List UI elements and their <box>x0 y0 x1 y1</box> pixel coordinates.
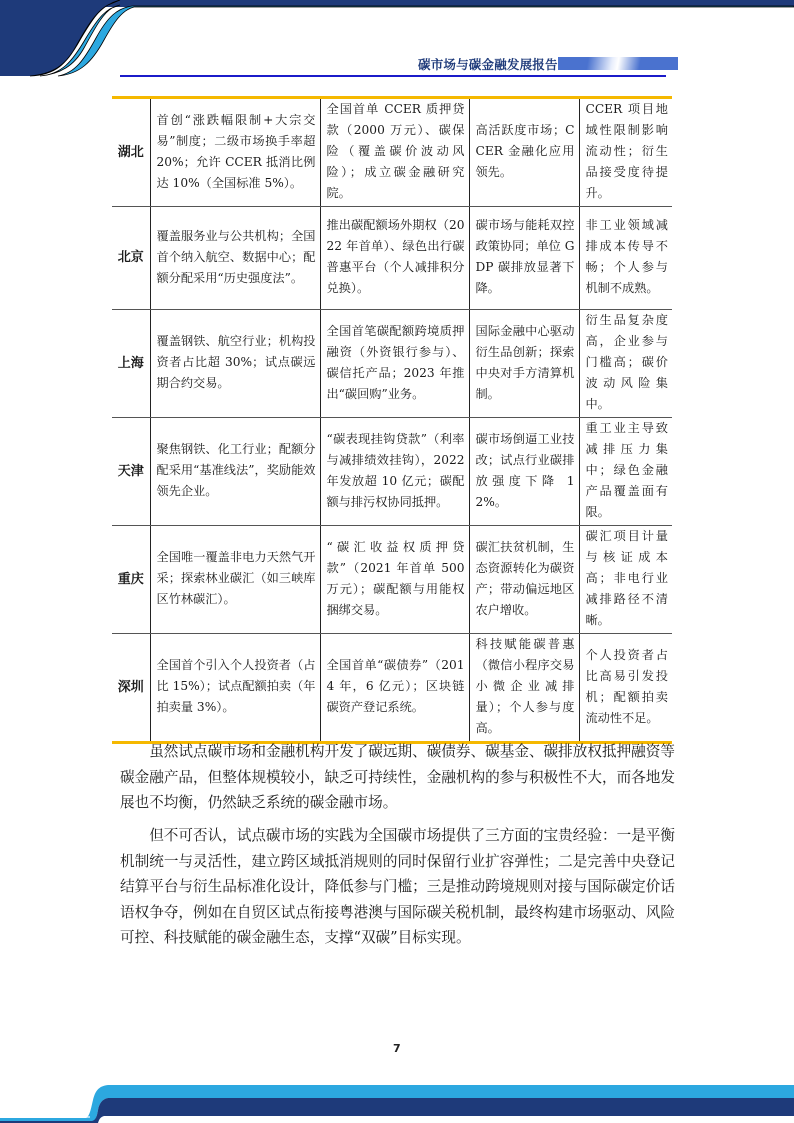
features-cell: 聚焦钢铁、化工行业；配额分配采用“基准线法”，奖励能效领先企业。 <box>150 418 320 526</box>
features-cell: 覆盖钢铁、航空行业；机构投资者占比超 30%；试点碳远期合约交易。 <box>150 310 320 418</box>
features-cell: 覆盖服务业与公共机构；全国首个纳入航空、数据中心；配额分配采用“历史强度法”。 <box>150 207 320 310</box>
challenges-cell: 重工业主导致减排压力集中；绿色金融产品覆盖面有限。 <box>579 418 672 526</box>
innovations-cell: 全国首笔碳配额跨境质押融资（外资银行参与）、碳信托产品；2023 年推出“碳回购”业务。 <box>320 310 469 418</box>
effects-cell: 碳市场与能耗双控政策协同；单位 GDP 碳排放显著下降。 <box>469 207 579 310</box>
challenges-cell: 个人投资者占比高易引发投机；配额拍卖流动性不足。 <box>579 634 672 743</box>
page-number: 7 <box>393 1042 401 1055</box>
region-cell: 天津 <box>112 418 150 526</box>
report-title: 碳市场与碳金融发展报告 <box>418 57 558 72</box>
features-cell: 全国首个引入个人投资者（占比 15%）；试点配额拍卖（年拍卖量 3%）。 <box>150 634 320 743</box>
region-cell: 湖北 <box>112 98 150 207</box>
header-gradient-bar <box>558 57 678 70</box>
table-row <box>112 98 672 207</box>
table-row <box>112 526 672 634</box>
region-cell: 上海 <box>112 310 150 418</box>
innovations-cell: “碳汇收益权质押贷款”（2021 年首单 500 万元）；碳配额与用能权捆绑交易。 <box>320 526 469 634</box>
region-cell: 重庆 <box>112 526 150 634</box>
innovations-cell: “碳表现挂钩贷款”（利率与减排绩效挂钩），2022 年发放超 10 亿元；碳配额与排污权协同抵押。 <box>320 418 469 526</box>
pilot-market-table <box>112 96 672 744</box>
challenges-cell: 衍生品复杂度高，企业参与门槛高；碳价波动风险集中。 <box>579 310 672 418</box>
table-row <box>112 418 672 526</box>
innovations-cell: 全国首单 CCER 质押贷款（2000 万元）、碳保险（覆盖碳价波动风险）；成立碳金融研究院。 <box>320 98 469 207</box>
body-paragraph: 但不可否认，试点碳市场的实践为全国碳市场提供了三方面的宝贵经验：一是平衡机制统一与灵活性，建立跨区域抵消规则的同时保留行业扩容弹性；二是完善中央登记结算平台与衍生品标准化设计，降低参与门槛；三是推动跨境规则对接与国际碳定价话语权争夺，例如在自贸区试点衔接粤港澳与国际碳关税机制，最终构建市场驱动、风险可控、科技赋能的碳金融生态，支撑“双碳”目标实现。 <box>120 827 675 946</box>
header-rule <box>120 75 666 77</box>
region-cell: 北京 <box>112 207 150 310</box>
table-row <box>112 207 672 310</box>
innovations-cell: 推出碳配额场外期权（2022 年首单）、绿色出行碳普惠平台（个人减排积分兑换）。 <box>320 207 469 310</box>
region-cell: 深圳 <box>112 634 150 743</box>
effects-cell: 碳汇扶贫机制，生态资源转化为碳资产；带动偏远地区农户增收。 <box>469 526 579 634</box>
effects-cell: 国际金融中心驱动衍生品创新；探索中央对手方清算机制。 <box>469 310 579 418</box>
effects-cell: 高活跃度市场；CCER 金融化应用领先。 <box>469 98 579 207</box>
innovations-cell: 全国首单“碳债券”（2014 年，6 亿元）；区块链碳资产登记系统。 <box>320 634 469 743</box>
body-paragraph: 虽然试点碳市场和金融机构开发了碳远期、碳债券、碳基金、碳排放权抵押融资等碳金融产品，但整体规模较小，缺乏可持续性，金融机构的参与积极性不大，而各地发展也不均衡，仍然缺乏系统的碳金融市场。 <box>120 743 675 811</box>
effects-cell: 科技赋能碳普惠（微信小程序交易小微企业减排量）；个人参与度高。 <box>469 634 579 743</box>
challenges-cell: 碳汇项目计量与核证成本高；非电行业减排路径不清晰。 <box>579 526 672 634</box>
table-row <box>112 310 672 418</box>
features-cell: 全国唯一覆盖非电力天然气开采；探索林业碳汇（如三峡库区竹林碳汇）。 <box>150 526 320 634</box>
challenges-cell: CCER 项目地域性限制影响流动性；衍生品接受度待提升。 <box>579 98 672 207</box>
footer-wave-decoration <box>0 1078 794 1123</box>
effects-cell: 碳市场倒逼工业技改；试点行业碳排放强度下降 12%。 <box>469 418 579 526</box>
table-row <box>112 634 672 743</box>
features-cell: 首创“涨跌幅限制+大宗交易”制度；二级市场换手率超 20%；允许 CCER 抵消比例达 10%（全国标准 5%）。 <box>150 98 320 207</box>
challenges-cell: 非工业领域减排成本传导不畅；个人参与机制不成熟。 <box>579 207 672 310</box>
